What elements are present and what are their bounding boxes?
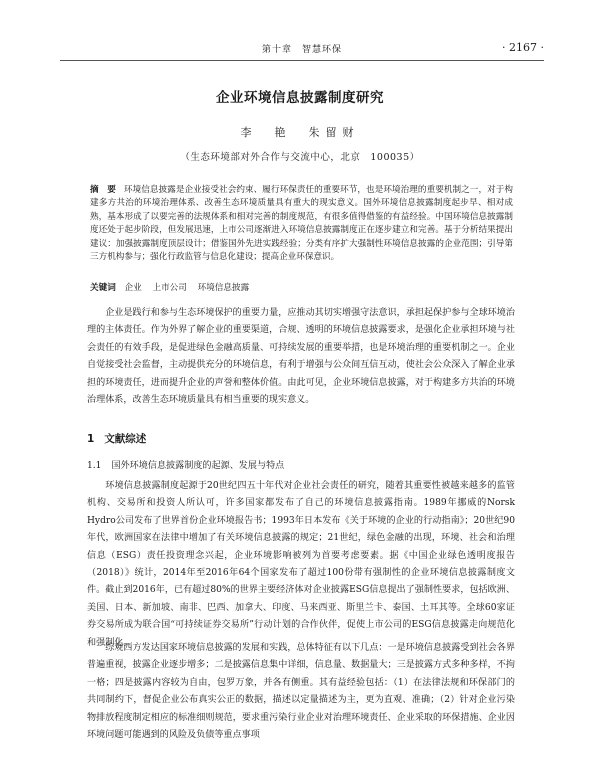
section-title: 文献综述 bbox=[104, 433, 147, 445]
subsection-number: 1.1 bbox=[87, 461, 102, 471]
intro-paragraph: 企业是践行和参与生态环境保护的重要力量，应推动其切实增强守法意识，承担起保护参与全球环境治理的主体责任。作为外界了解企业的重要渠道，合规、透明的环境信息披露要求，是强化企业承担环境与社会责任的有效手段，是促进绿色金融高质量、可持续发展的重要举措，也是环境治理的重要机制之一。企业自觉接受社会监督，主动提供充分的环境信息，有利于增强与公众间互信互动，使社会公众深入了解企业承担的环境责任，进而提升企业的声誉和整体价值。由此可见，企业环境信息披露，对于构建多方共治的环境治理体系，改善生态环境质量具有相当重要的现实意义。 bbox=[87, 308, 515, 406]
history-paragraph: 环境信息披露制度起源于20世纪四五十年代对企业社会责任的研究，随着其重要性被越来越多的监管机构、交易所和投资人所认可，许多国家都发布了自己的环境信息披露指南。1989年挪威的Norsk Hydro公司发布了世界首份企业环境报告书；1993年日本发布《关于环境的企业的行动指南》；20世纪90年代，欧洲国家在法律中增加了有关环境信息披露的规定；21世纪，绿色金融的出现，环境、社会和治理信息（ESG）责任投资理念兴起，企业环境影响被列为首要考虑要素。据《中国企业绿色透明度报告（2018）》统计，2014年至2016年64个国家发布了超过100份带有强制性的企业环境信息披露制度文件。截止到2016年，已有超过80%的世界主要经济体对企业披露ESG信息提出了强制性要求，包括欧洲、美国、日本、新加坡、南非、巴西、加拿大、印度、马来西亚、斯里兰卡、泰国、土耳其等。全球60家证券交易所成为联合国“可持续证券交易所”行动计划的合作伙伴，促使上市公司的ESG信息披露走向规范化和强制化。 bbox=[87, 481, 515, 648]
keyword: 企业 bbox=[124, 283, 142, 293]
abstract-text: 环境信息披露是企业接受社会约束、履行环保责任的重要环节，也是环境治理的重要机制之一，对于构建多方共治的环境治理体系、改善生态环境质量具有重大的现实意义。国外环境信息披露制度起步早、相对成熟，基本形成了以要完善的法规体系和相对完善的制度规范，有很多值得借鉴的有益经验。中国环境信息披露制度还处于起步阶段，但发展迅速，上市公司逐渐进入环境信息披露制度正在逐步建立和完善。基于分析结果提出建议：加强披露制度顶层设计；借鉴国外先进实践经验；分类有序扩大强制性环境信息披露的企业范围；引导第三方机构参与；强化行政监管与信息化建设；提高企业环保意识。 bbox=[90, 185, 513, 263]
running-header bbox=[60, 40, 544, 61]
keyword: 环境信息披露 bbox=[197, 283, 250, 293]
authors: 李 艳 朱留财 bbox=[240, 126, 360, 139]
page-number: · 2167 · bbox=[502, 41, 544, 54]
abstract-label: 摘 要 bbox=[90, 185, 116, 195]
subsection-heading bbox=[87, 458, 284, 471]
section-number: 1 bbox=[87, 433, 95, 445]
keywords-label: 关键词 bbox=[90, 283, 116, 293]
paper-title: 企业环境信息披露制度研究 bbox=[216, 90, 384, 106]
abstract bbox=[90, 184, 513, 264]
subsection-title: 国外环境信息披露制度的起源、发展与特点 bbox=[111, 461, 285, 471]
keyword: 上市公司 bbox=[152, 283, 187, 293]
section-heading bbox=[87, 431, 146, 446]
summary-paragraph: 综观西方发达国家环境信息披露的发展和实践，总体特征有以下几点：一是环境信息披露受到社会各界普遍重视，披露企业逐步增多；二是披露信息集中详细，信息量、数据量大；三是披露方式多种多样，不拘一格；四是披露内容较为自由，包罗万象，并各有侧重。其有益经验包括：（1）在法律法规和环保部门的共同制约下，督促企业公布真实公正的数据，描述以定量描述为主，更为直观、准确；（2）针对企业污染物排放程度制定相应的标准细则规范，要求重污染行业企业对治理环境责任、企业采取的环保措施、企业因环境问题可能遇到的风险及负债等重点事项 bbox=[87, 643, 515, 741]
journal-section: 第十章 智慧环保 bbox=[261, 45, 342, 55]
keywords bbox=[90, 281, 513, 293]
affiliation: （生态环境部对外合作与交流中心，北京 100035） bbox=[180, 152, 420, 163]
